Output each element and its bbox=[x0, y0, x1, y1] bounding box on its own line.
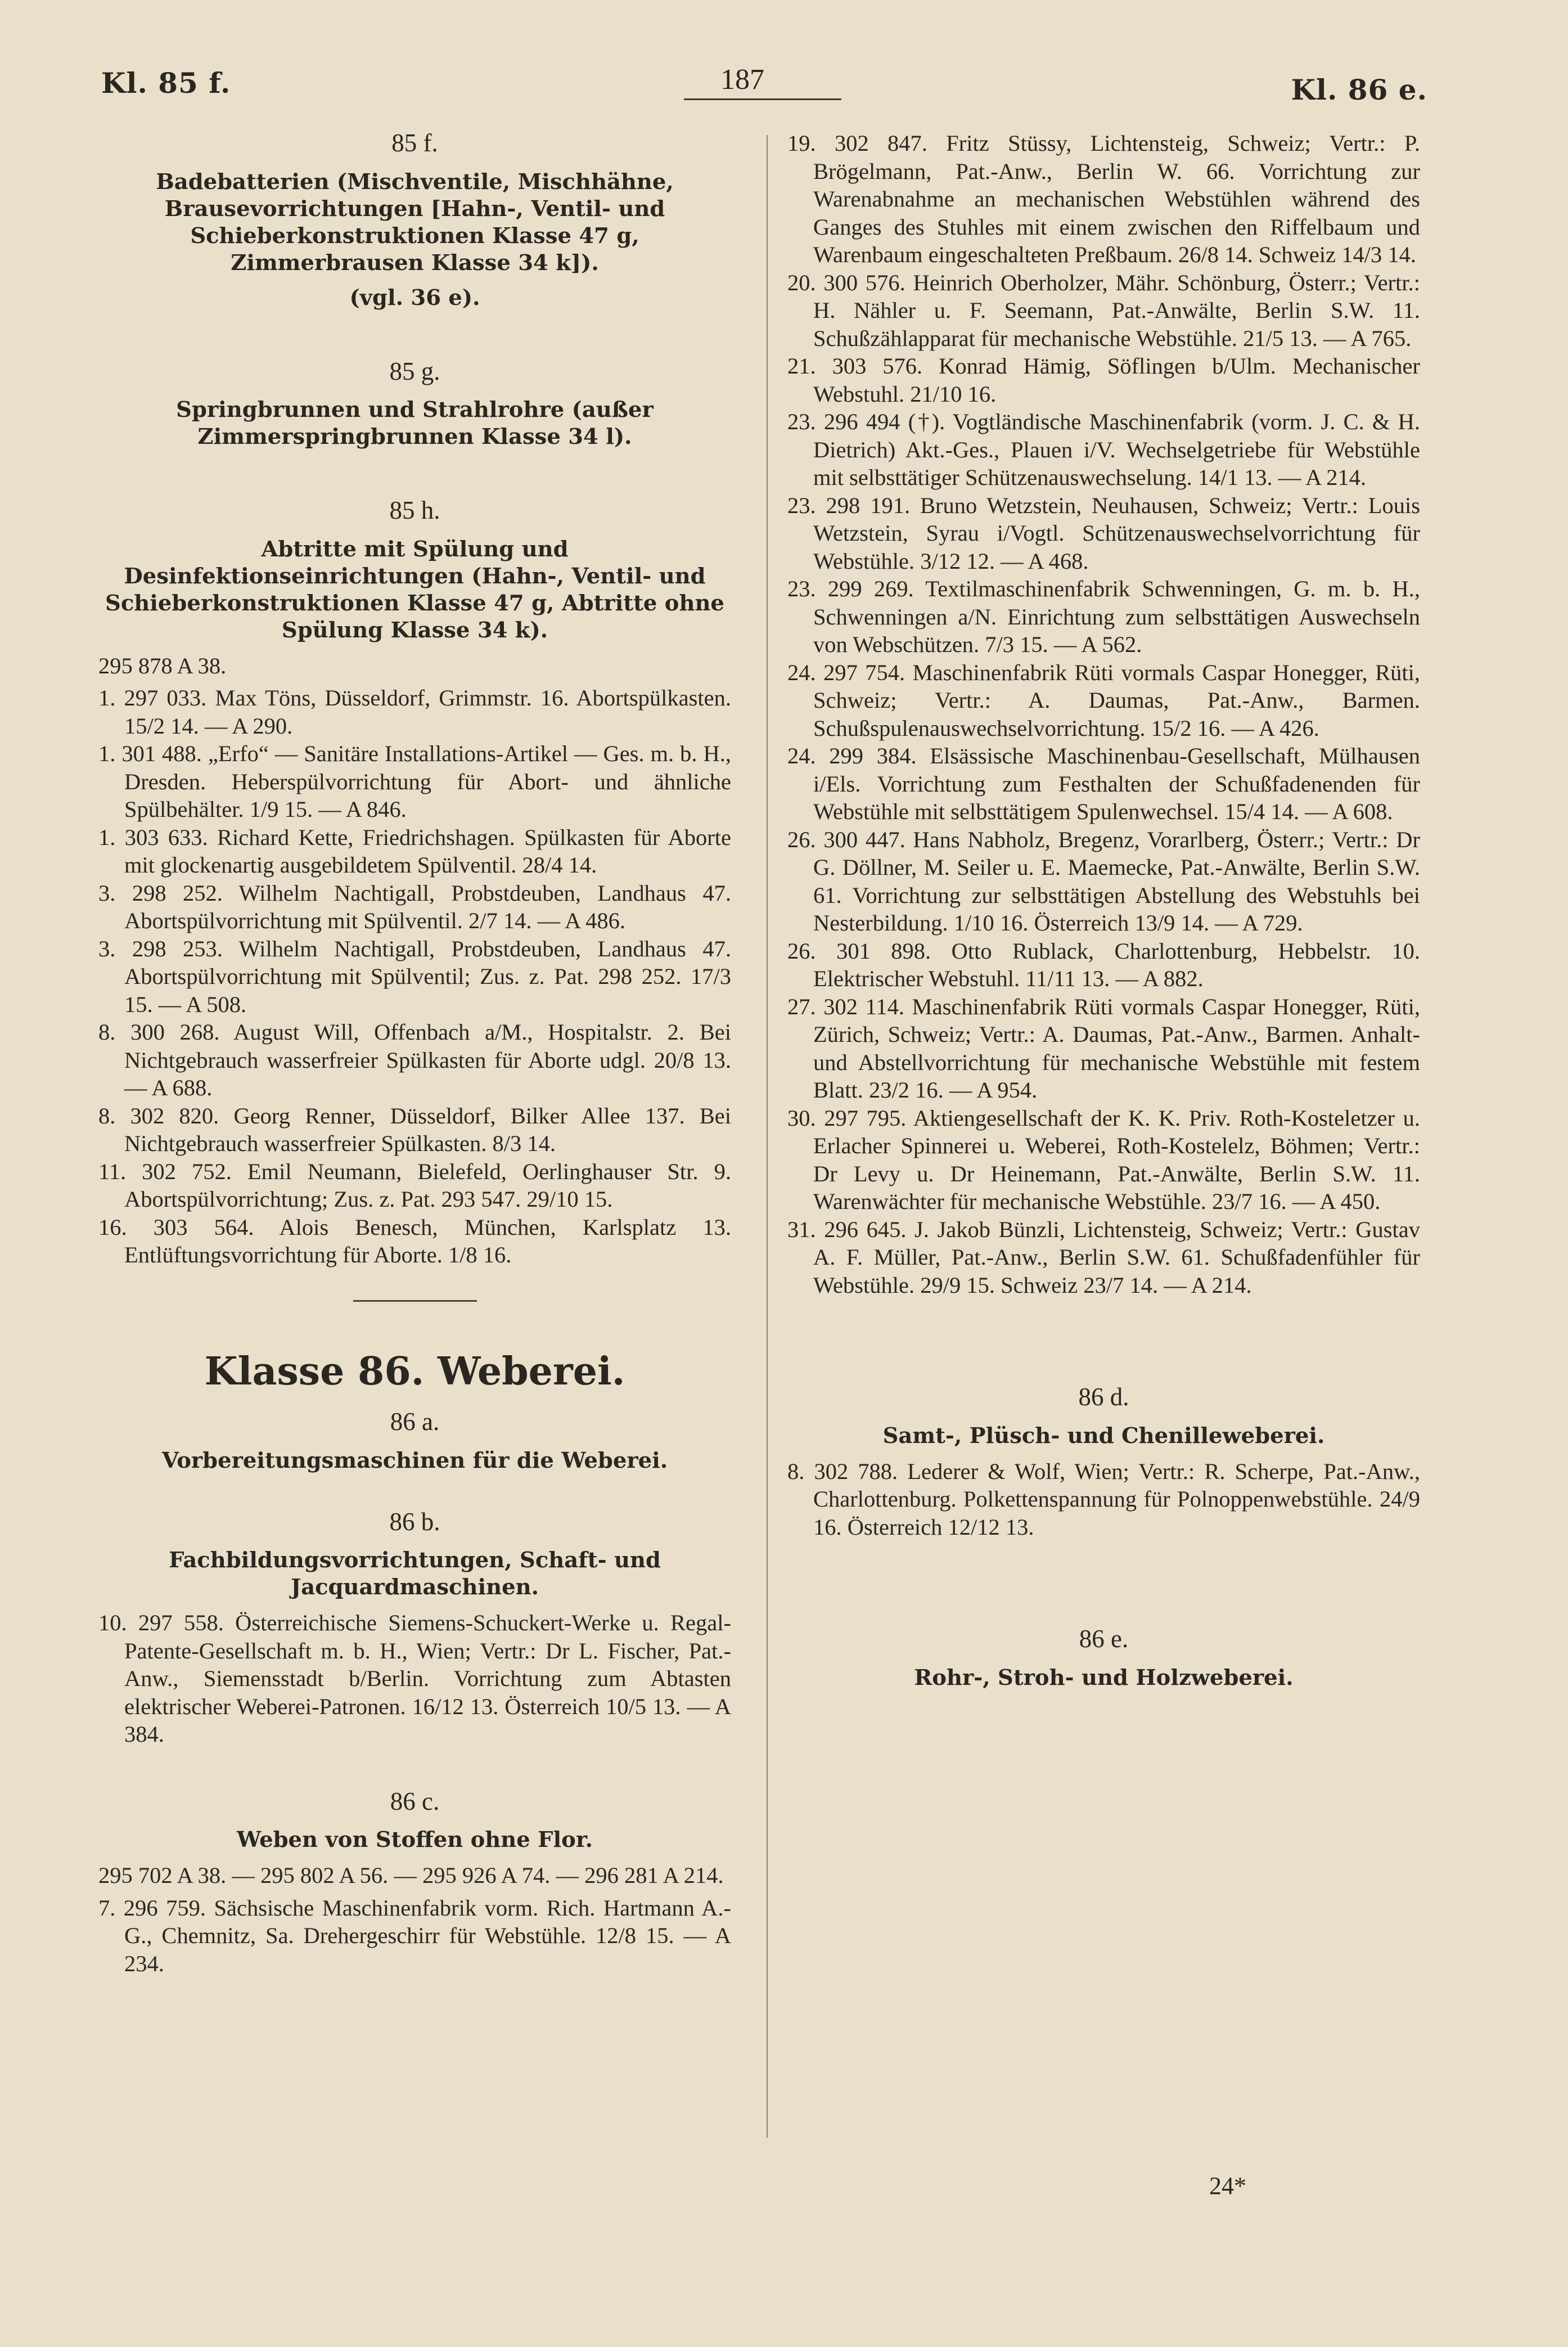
patent-entry: 19. 302 847. Fritz Stüssy, Lichtensteig, Schweiz; Vertr.: P. Brögelmann, Pat.-Anw., Berlin W. 66. Vorrichtung zur Warenabnahme an mechanischen Webstühlen während des Ganges des Stuhles mit einem zwischen den Riffelbaum und Warenbaum eingeschalteten Preßbaum. 26/8 14. Schweiz 14/3 14. bbox=[787, 131, 1420, 267]
page-number: 187 bbox=[720, 64, 764, 96]
patent-entry: 23. 298 191. Bruno Wetzstein, Neuhausen, Schweiz; Vertr.: Louis Wetzstein, Syrau i/Vogtl. Schützenauswechselvorrichtung für Webstühle. 3/12 12. — A 468. bbox=[787, 492, 1420, 574]
patent-entry: 20. 300 576. Heinrich Oberholzer, Mähr. Schönburg, Österr.; Vertr.: H. Nähler u. F. Seemann, Pat.-Anwälte, Berlin S.W. 11. Schußzählapparat für mechanische Webstühle. 21/5 13. — A 765. bbox=[787, 269, 1420, 351]
section-title: Springbrunnen und Strahlrohre (außer Zimmerspringbrunnen Klasse 34 l). bbox=[176, 397, 654, 449]
section-preamble: 295 702 A 38. — 295 802 A 56. — 295 926 A 74. — 296 281 A 214. bbox=[98, 1863, 724, 1888]
entry-list bbox=[98, 1609, 731, 1748]
section-code: 86 a. bbox=[390, 1408, 440, 1436]
running-head-left: Kl. 85 f. bbox=[101, 66, 231, 100]
section-86c-continued bbox=[787, 129, 1420, 1299]
section-title: Samt-, Plüsch- und Chenilleweberei. bbox=[882, 1423, 1325, 1449]
patent-entry: 8. 302 788. Lederer & Wolf, Wien; Vertr.: R. Scherpe, Pat.-Anw., Charlottenburg. Polkettenspannung für Polnoppenwebstühle. 24/9 16. Österreich 12/12 13. bbox=[787, 1458, 1420, 1540]
section-title: Rohr-, Stroh- und Holzweberei. bbox=[914, 1665, 1294, 1690]
printer-signature-mark: 24* bbox=[1209, 2172, 1246, 2200]
class-title: Klasse 86. Weberei. bbox=[204, 1348, 625, 1394]
patent-entry: 27. 302 114. Maschinenfabrik Rüti vormals Caspar Honegger, Rüti, Zürich, Schweiz; Vertr.: A. Daumas, Pat.-Anw., Barmen. Anhalt- und Abstellvorrichtung für mechanische Webstühle mit festem Blatt. 23/2 16. — A 954. bbox=[787, 993, 1420, 1103]
section-85g bbox=[98, 358, 731, 451]
section-note: (vgl. 36 e). bbox=[349, 285, 480, 311]
patent-entry: 3. 298 253. Wilhelm Nachtigall, Probstdeuben, Landhaus 47. Abortspülvorrichtung mit Spülventil; Zus. z. Pat. 298 252. 17/3 15. — A 508. bbox=[98, 936, 731, 1017]
patent-entry: 10. 297 558. Österreichische Siemens-Schuckert-Werke u. Regal-Patente-Gesellschaft m. b. H., Wien; Vertr.: Dr L. Fischer, Pat.-Anw., Siemensstadt b/Berlin. Vorrichtung zum Abtasten elektrischer Weberei-Patronen. 16/12 13. Österreich 10/5 13. — A 384. bbox=[98, 1610, 731, 1747]
entry-list bbox=[787, 129, 1420, 1299]
running-head-right: Kl. 86 e. bbox=[1291, 73, 1427, 106]
patent-entry: 8. 302 820. Georg Renner, Düsseldorf, Bilker Allee 137. Bei Nichtgebrauch wasserfreier Spülkasten. 8/3 14. bbox=[98, 1103, 731, 1156]
section-86e bbox=[787, 1625, 1420, 1692]
column-divider bbox=[767, 135, 768, 2138]
section-85h bbox=[98, 497, 731, 1269]
entry-list bbox=[787, 1458, 1420, 1541]
section-code: 86 d. bbox=[1078, 1383, 1129, 1411]
patent-entry: 26. 301 898. Otto Rublack, Charlottenburg, Hebbelstr. 10. Elektrischer Webstuhl. 11/11 13. — A 882. bbox=[787, 938, 1420, 991]
section-code: 86 b. bbox=[389, 1507, 440, 1536]
section-86d bbox=[787, 1383, 1420, 1541]
section-title: Badebatterien (Mischventile, Mischhähne, Brausevorrichtungen [Hahn-, Ventil- und Schieberkonstruktionen Klasse 47 g, Zimmerbrausen Klasse 34 k]). bbox=[156, 169, 674, 276]
left-column bbox=[98, 129, 731, 1977]
section-86a bbox=[98, 1408, 731, 1474]
section-code: 86 e. bbox=[1079, 1625, 1129, 1653]
section-code: 85 f. bbox=[391, 129, 438, 157]
section-code: 86 c. bbox=[390, 1787, 440, 1815]
patent-entry: 7. 296 759. Sächsische Maschinenfabrik vorm. Rich. Hartmann A.-G., Chemnitz, Sa. Drehergeschirr für Webstühle. 12/8 15. — A 234. bbox=[98, 1895, 731, 1976]
entry-list bbox=[98, 684, 731, 1269]
patent-entry: 30. 297 795. Aktiengesellschaft der K. K. Priv. Roth-Kosteletzer u. Erlacher Spinnerei u. Weberei, Roth-Kostelelz, Böhmen; Vertr.: Dr Levy u. Dr Heinemann, Pat.-Anwälte, Berlin S.W. 11. Warenwächter für mechanische Webstühle. 23/7 16. — A 450. bbox=[787, 1105, 1420, 1214]
section-title: Abtritte mit Spülung und Desinfektionseinrichtungen (Hahn-, Ventil- und Schieberkonstruktionen Klasse 47 g, Abtritte ohne Spülung Klasse 34 k). bbox=[105, 536, 724, 643]
patent-entry: 11. 302 752. Emil Neumann, Bielefeld, Oerlinghauser Str. 9. Abortspülvorrichtung; Zus. z. Pat. 293 547. 29/10 15. bbox=[98, 1158, 731, 1212]
entry-list bbox=[98, 1894, 731, 1978]
section-divider bbox=[353, 1300, 477, 1302]
patent-entry: 1. 297 033. Max Töns, Düsseldorf, Grimmstr. 16. Abortspülkasten. 15/2 14. — A 290. bbox=[98, 685, 731, 739]
section-86b bbox=[98, 1508, 731, 1748]
patent-entry: 3. 298 252. Wilhelm Nachtigall, Probstdeuben, Landhaus 47. Abortspülvorrichtung mit Spülventil. 2/7 14. — A 486. bbox=[98, 880, 731, 933]
patent-entry: 8. 300 268. August Will, Offenbach a/M., Hospitalstr. 2. Bei Nichtgebrauch wasserfreier Spülkasten für Aborte udgl. 20/8 13. — A 688. bbox=[98, 1019, 731, 1100]
section-preamble: 295 878 A 38. bbox=[98, 653, 227, 678]
patent-entry: 1. 303 633. Richard Kette, Friedrichshagen. Spülkasten für Aborte mit glockenartig ausgebildetem Spülventil. 28/4 14. bbox=[98, 824, 731, 878]
patent-entry: 21. 303 576. Konrad Hämig, Söflingen b/Ulm. Mechanischer Webstuhl. 21/10 16. bbox=[787, 353, 1420, 407]
patent-entry: 24. 297 754. Maschinenfabrik Rüti vormals Caspar Honegger, Rüti, Schweiz; Vertr.: A. Daumas, Pat.-Anw., Barmen. Schußspulenauswechselvorrichtung. 15/2 16. — A 426. bbox=[787, 659, 1420, 741]
patent-entry: 23. 299 269. Textilmaschinenfabrik Schwenningen, G. m. b. H., Schwenningen a/N. Einrichtung zum selbsttätigen Auswechseln von Webschützen. 7/3 15. — A 562. bbox=[787, 576, 1420, 657]
section-code: 85 g. bbox=[389, 357, 440, 385]
section-title: Vorbereitungsmaschinen für die Weberei. bbox=[161, 1447, 668, 1473]
page-number-rule bbox=[684, 98, 841, 100]
patent-entry: 16. 303 564. Alois Benesch, München, Karlsplatz 13. Entlüftungsvorrichtung für Aborte. 1/8 16. bbox=[98, 1214, 731, 1267]
right-column bbox=[787, 129, 1420, 1699]
patent-entry: 26. 300 447. Hans Nabholz, Bregenz, Vorarlberg, Österr.; Vertr.: Dr G. Döllner, M. Seiler u. E. Maemecke, Pat.-Anwälte, Berlin S.W. 61. Vorrichtung zur selbsttätigen Abstellung des Webstuhls bei Nesterbildung. 1/10 16. Österreich 13/9 14. — A 729. bbox=[787, 826, 1420, 936]
section-title: Fachbildungsvorrichtungen, Schaft- und Jacquardmaschinen. bbox=[169, 1548, 661, 1600]
patent-entry: 24. 299 384. Elsässische Maschinenbau-Gesellschaft, Mülhausen i/Els. Vorrichtung zum Festhalten der Schußfadenenden für Webstühle mit selbsttätigem Spulenwechsel. 15/4 14. — A 608. bbox=[787, 743, 1420, 824]
section-code: 85 h. bbox=[389, 496, 440, 524]
section-86c bbox=[98, 1788, 731, 1978]
patent-entry: 31. 296 645. J. Jakob Bünzli, Lichtensteig, Schweiz; Vertr.: Gustav A. F. Müller, Pat.-Anw., Berlin S.W. 61. Schußfadenfühler für Webstühle. 29/9 15. Schweiz 23/7 14. — A 214. bbox=[787, 1216, 1420, 1298]
patent-entry: 23. 296 494 (†). Vogtländische Maschinenfabrik (vorm. J. C. & H. Dietrich) Akt.-Ges., Plauen i/V. Wechselgetriebe für Webstühle mit selbsttätiger Schützenauswechselung. 14/1 13. — A 214. bbox=[787, 409, 1420, 490]
section-85f bbox=[98, 129, 731, 312]
patent-entry: 1. 301 488. „Erfo“ — Sanitäre Installations-Artikel — Ges. m. b. H., Dresden. Heberspülvorrichtung für Abort- und ähnliche Spülbehälter. 1/9 15. — A 846. bbox=[98, 741, 731, 822]
section-title: Weben von Stoffen ohne Flor. bbox=[237, 1827, 593, 1853]
